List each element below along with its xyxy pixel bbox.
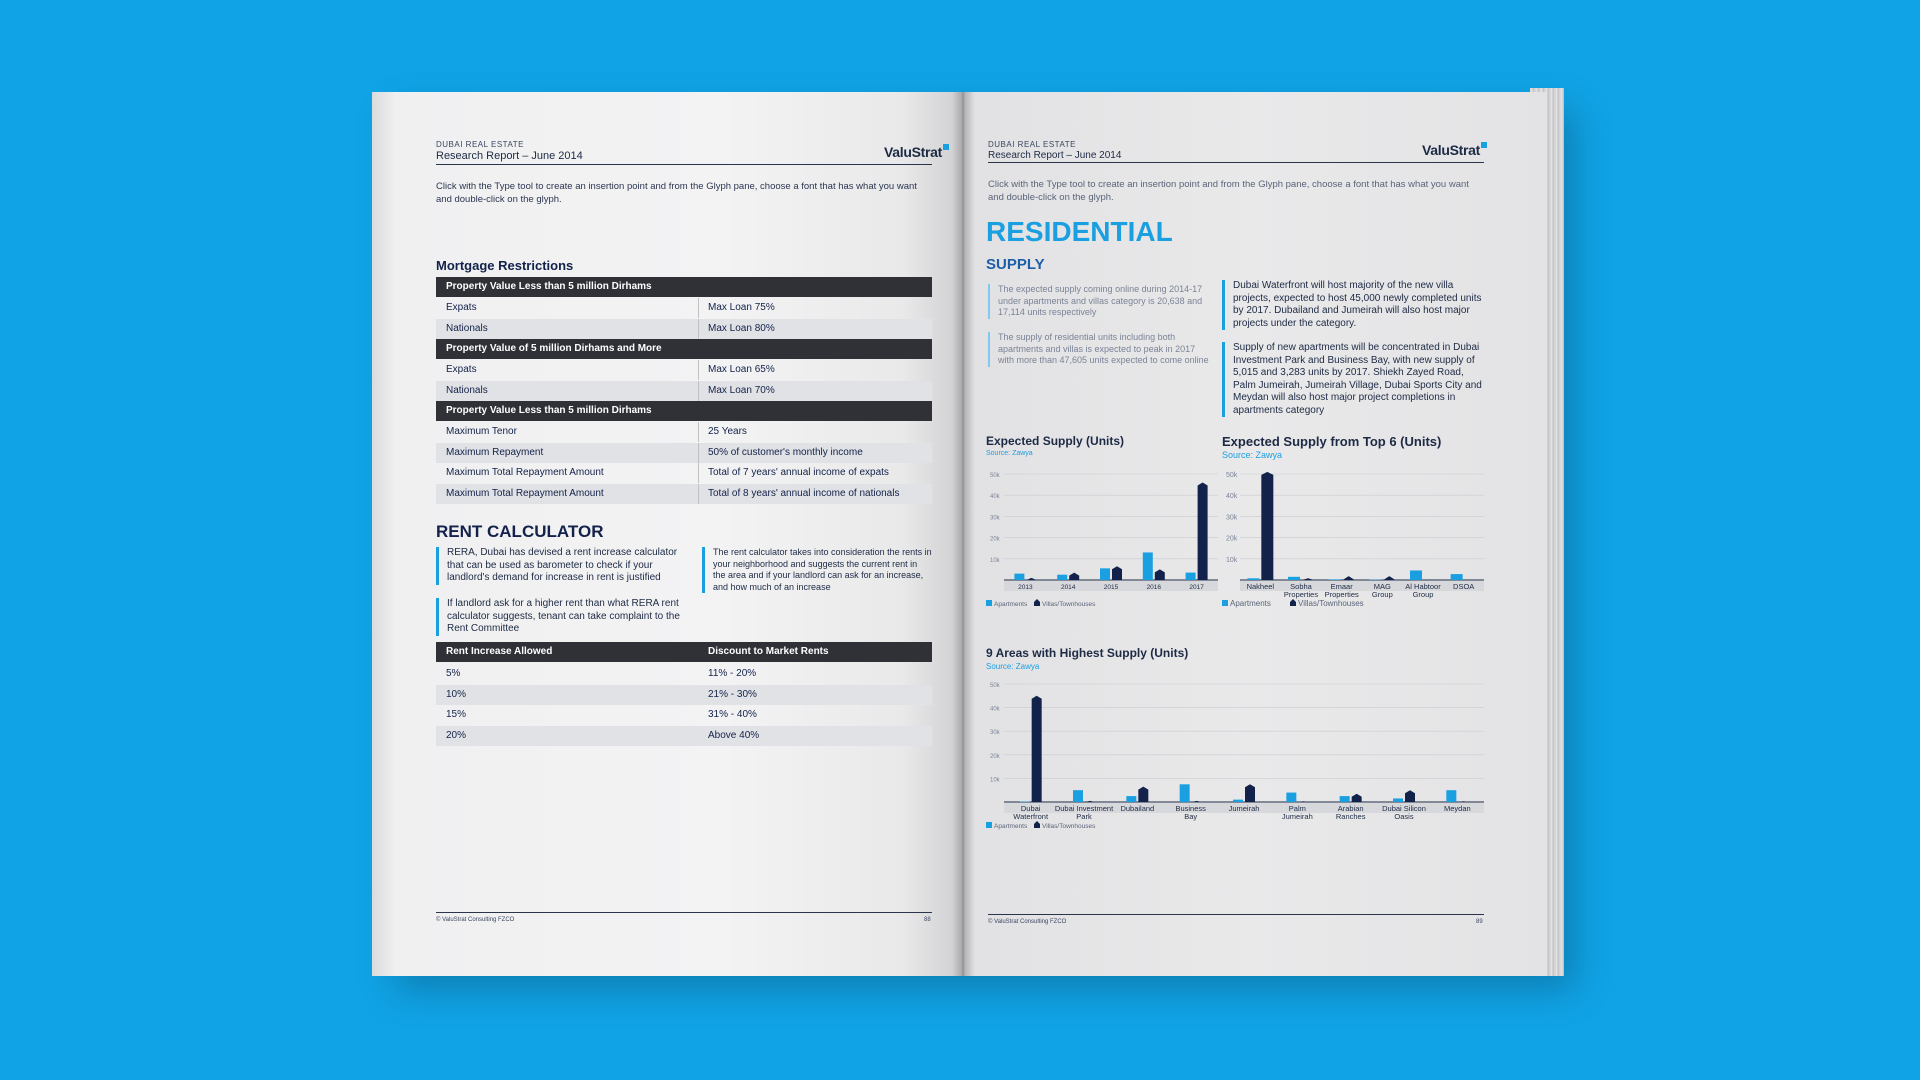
legend-swatch-villas xyxy=(1034,599,1040,606)
header-small: DUBAI REAL ESTATE xyxy=(988,140,1076,149)
table-row xyxy=(436,298,932,318)
column-divider xyxy=(698,319,699,339)
table-row xyxy=(436,463,932,483)
cell-label: Expats xyxy=(446,302,477,313)
legend-label-villas: Villas/Townhouses xyxy=(1042,601,1096,608)
bar-villas xyxy=(1245,784,1255,802)
bar-villas xyxy=(1138,787,1148,802)
y-tick-label: 40k xyxy=(990,494,1000,501)
bar-villas xyxy=(1026,578,1036,580)
y-tick-label: 10k xyxy=(990,557,1000,564)
category-label: Jumeirah xyxy=(1228,804,1260,813)
footer-rule xyxy=(988,914,1484,915)
page-number: 89 xyxy=(1476,919,1483,925)
footer-text: © ValuStrat Consulting FZCO xyxy=(436,917,515,923)
bar-apartments xyxy=(1180,784,1190,802)
bar-villas xyxy=(1383,576,1395,580)
column-divider xyxy=(698,443,699,463)
chart2-svg xyxy=(1218,460,1488,610)
column-divider xyxy=(698,298,699,318)
bar-apartments xyxy=(1057,575,1067,580)
logo-flag-icon xyxy=(1481,142,1487,148)
supply-callout-1: The expected supply coming online during 2014-17 under apartments and villas category is 20,638 and 17,114 units respectively xyxy=(988,284,1210,319)
bar-villas xyxy=(1352,794,1362,802)
y-tick-label: 20k xyxy=(1226,535,1238,543)
chart2-source: Source: Zawya xyxy=(1222,450,1283,460)
cell-value: Total of 7 years' annual income of expats xyxy=(708,467,889,478)
chart3-title: 9 Areas with Highest Supply (Units) xyxy=(986,646,1189,660)
cell-label: Maximum Total Repayment Amount xyxy=(446,467,604,478)
bar-apartments xyxy=(1329,579,1341,580)
bar-apartments xyxy=(1014,574,1024,580)
category-label: Properties xyxy=(1324,590,1359,599)
cell-label: Maximum Repayment xyxy=(446,446,544,458)
supply-callout-2: The supply of residential units including both apartments and villas is expected to peak in 2017 with more than 47,605 units expected to come online xyxy=(988,332,1210,367)
bar-villas xyxy=(1192,801,1202,802)
footer-rule xyxy=(436,912,932,913)
cell-label: Expats xyxy=(446,364,477,375)
right-page xyxy=(962,92,1546,976)
legend-label-apartments: Apartments xyxy=(994,601,1028,608)
bar-villas xyxy=(1069,573,1079,580)
category-label: 2014 xyxy=(1060,584,1076,591)
cell-value: Max Loan 75% xyxy=(708,302,775,313)
category-label: Ranches xyxy=(1335,812,1366,821)
cell-label: 5% xyxy=(446,668,461,679)
table-row xyxy=(436,443,932,463)
legend-swatch-apartments xyxy=(986,822,992,828)
bar-apartments xyxy=(1100,568,1110,580)
supply-callout-3: Dubai Waterfront will host majority of the new villa projects, expected to host 45,000 newly completed units by 2017. Dubailand and Jumeirah will also host major projects under the category. xyxy=(1222,280,1487,330)
category-label: Al Habtoor xyxy=(1405,582,1441,591)
y-tick-label: 50k xyxy=(990,473,1000,479)
cell-label: 10% xyxy=(446,688,467,700)
cell-label: Nationals xyxy=(446,322,488,334)
bar-apartments xyxy=(1247,578,1259,580)
column-divider xyxy=(698,484,699,504)
cell-label: 20% xyxy=(446,729,467,741)
y-tick-label: 30k xyxy=(990,515,1000,522)
bar-apartments xyxy=(1288,577,1300,580)
table-row xyxy=(436,422,932,442)
category-label: 2016 xyxy=(1146,584,1162,591)
y-tick-label: 10k xyxy=(1226,556,1238,564)
x-axis-band xyxy=(1240,581,1484,591)
chart2-title: Expected Supply from Top 6 (Units) xyxy=(1222,434,1442,449)
logo-flag-icon xyxy=(943,144,949,150)
bar-apartments xyxy=(1286,793,1296,802)
bar-apartments xyxy=(1126,796,1136,802)
legend-label-villas: Villas/Townhouses xyxy=(1042,823,1096,830)
bar-villas xyxy=(1302,578,1314,580)
bar-villas xyxy=(1405,790,1415,802)
rent-header-col2: Discount to Market Rents xyxy=(708,646,829,657)
table-row xyxy=(436,705,932,725)
bar-villas xyxy=(1112,566,1122,580)
header-rule xyxy=(988,162,1484,163)
rent-title: RENT CALCULATOR xyxy=(436,522,604,541)
category-label: Meydan xyxy=(1443,804,1471,813)
y-tick-label: 40k xyxy=(1226,493,1238,501)
chart1-svg xyxy=(982,460,1222,610)
category-label: Bay xyxy=(1184,812,1198,821)
cell-value: 50% of customer's monthly income xyxy=(708,446,863,458)
column-divider xyxy=(698,381,699,401)
rent-header-col1: Rent Increase Allowed xyxy=(446,646,553,657)
cell-value: 21% - 30% xyxy=(708,688,757,700)
category-label: Nakheel xyxy=(1246,582,1275,591)
legend-swatch-villas xyxy=(1034,821,1040,828)
column-divider xyxy=(698,463,699,483)
cell-label: 15% xyxy=(446,709,467,720)
table-row xyxy=(436,726,932,746)
left-page xyxy=(372,92,962,976)
bar-villas xyxy=(1198,482,1208,580)
table-row xyxy=(436,360,932,380)
cell-label: Maximum Tenor xyxy=(446,426,517,437)
category-label: Dubailand xyxy=(1120,804,1155,813)
table-row xyxy=(436,381,932,401)
mortgage-group-heading: Property Value of 5 million Dirhams and More xyxy=(436,339,932,359)
rent-callout-3: The rent calculator takes into consideration the rents in your neighborhood and suggests the current rent in the area and if your landlord can ask for an increase, and how much of an increase xyxy=(702,547,932,593)
legend-swatch-villas xyxy=(1290,599,1296,606)
table-row xyxy=(436,664,932,684)
category-label: Dubai Investment xyxy=(1054,804,1114,813)
mortgage-table xyxy=(436,277,932,507)
header-rule xyxy=(436,164,932,165)
rent-table xyxy=(436,642,932,742)
category-label: MAG xyxy=(1373,582,1391,591)
category-label: DSOA xyxy=(1453,582,1475,591)
category-label: Sobha xyxy=(1290,582,1312,591)
legend-swatch-apartments xyxy=(986,600,992,606)
category-label: Dubai xyxy=(1020,804,1041,813)
y-tick-label: 50k xyxy=(1226,472,1238,479)
y-tick-label: 30k xyxy=(990,730,1000,737)
page-number: 88 xyxy=(924,917,931,923)
column-divider xyxy=(698,360,699,380)
bar-villas xyxy=(1343,576,1355,580)
header-title: Research Report – June 2014 xyxy=(988,150,1122,161)
category-label: Oasis xyxy=(1394,812,1414,821)
category-label: Waterfront xyxy=(1013,812,1049,821)
category-label: Group xyxy=(1412,590,1434,599)
cell-value: Total of 8 years' annual income of nationals xyxy=(708,487,900,499)
rent-callout-1: RERA, Dubai has devised a rent increase calculator that can be used as barometer to check if your landlord's demand for increase in rent is justified xyxy=(436,547,686,585)
category-label: Arabian xyxy=(1337,804,1364,813)
category-label: Properties xyxy=(1283,590,1319,599)
y-tick-label: 50k xyxy=(990,683,1000,689)
legend-swatch-apartments xyxy=(1222,600,1228,606)
mortgage-group-heading: Property Value Less than 5 million Dirhams xyxy=(436,401,932,421)
bar-apartments xyxy=(1233,800,1243,802)
category-label: 2017 xyxy=(1189,584,1204,591)
cell-value: Max Loan 70% xyxy=(708,384,775,396)
cell-label: Nationals xyxy=(446,384,488,396)
cell-value: Max Loan 80% xyxy=(708,322,775,334)
mortgage-title: Mortgage Restrictions xyxy=(436,258,574,273)
supply-callout-4: Supply of new apartments will be concentrated in Dubai Investment Park and Business Bay, with new supply of 5,015 and 3,283 units by 2017. Shiekh Zayed Road, Palm Jumeirah, Jumeirah Village, Dubai Sports City and Meydan will also host major project completions in apartments category xyxy=(1222,342,1487,417)
category-label: Jumeirah xyxy=(1281,812,1313,821)
category-label: 2015 xyxy=(1103,584,1119,591)
rent-table-header xyxy=(436,642,932,662)
y-tick-label: 20k xyxy=(990,753,1000,760)
legend-label-apartments: Apartments xyxy=(994,823,1028,830)
bar-apartments xyxy=(1451,574,1463,580)
legend-label-villas: Villas/Townhouses xyxy=(1298,599,1364,608)
chart1-source: Source: Zawya xyxy=(986,450,1033,457)
bar-apartments xyxy=(1410,570,1422,580)
supply-subtitle: SUPPLY xyxy=(986,256,1045,273)
table-row xyxy=(436,484,932,504)
category-label: Business xyxy=(1175,804,1206,813)
bar-villas xyxy=(1261,472,1273,580)
cell-label: Maximum Total Repayment Amount xyxy=(446,487,604,499)
intro-text: Click with the Type tool to create an insertion point and from the Glyph pane, choose a font that has what you want and double-click on the glyph. xyxy=(436,181,917,205)
residential-title: RESIDENTIAL xyxy=(986,216,1173,247)
cell-value: 31% - 40% xyxy=(708,709,757,720)
bar-apartments xyxy=(1393,798,1403,802)
footer-text: © ValuStrat Consulting FZCO xyxy=(988,919,1067,925)
category-label: Group xyxy=(1371,590,1393,599)
y-tick-label: 40k xyxy=(990,706,1000,713)
bar-apartments xyxy=(1186,573,1196,580)
logo: ValuStrat xyxy=(884,144,949,160)
y-tick-label: 10k xyxy=(990,777,1000,784)
cell-value: 11% - 20% xyxy=(708,668,757,679)
y-tick-label: 30k xyxy=(1226,514,1238,522)
bar-villas xyxy=(1085,801,1095,802)
table-row xyxy=(436,319,932,339)
bar-apartments xyxy=(1446,790,1456,802)
mortgage-group-heading: Property Value Less than 5 million Dirhams xyxy=(436,277,932,297)
chart3-source: Source: Zawya xyxy=(986,662,1040,671)
category-label: Palm xyxy=(1288,804,1306,813)
category-label: Park xyxy=(1076,812,1092,821)
rent-callout-2: If landlord ask for a higher rent than what RERA rent calculator suggests, tenant can take complaint to the Rent Committee xyxy=(436,598,686,636)
bar-apartments xyxy=(1143,552,1153,580)
chart1-title: Expected Supply (Units) xyxy=(986,434,1125,448)
logo: ValuStrat xyxy=(1422,142,1487,158)
book-spine xyxy=(952,92,974,976)
bar-villas xyxy=(1032,696,1042,802)
category-label: 2013 xyxy=(1018,584,1033,591)
chart3-svg xyxy=(982,672,1488,832)
header-title: Research Report – June 2014 xyxy=(436,150,583,162)
cell-value: Above 40% xyxy=(708,729,760,741)
bar-apartments xyxy=(1073,790,1083,802)
cell-value: Max Loan 65% xyxy=(708,364,775,375)
y-tick-label: 20k xyxy=(990,536,1000,543)
bar-villas xyxy=(1155,569,1165,580)
bar-apartments xyxy=(1340,796,1350,802)
category-label: Dubai Silicon xyxy=(1382,804,1426,813)
header-small: DUBAI REAL ESTATE xyxy=(436,140,524,149)
category-label: Emaar xyxy=(1330,582,1353,591)
cell-value: 25 Years xyxy=(708,426,747,437)
column-divider xyxy=(698,422,699,442)
table-row xyxy=(436,685,932,705)
intro-text: Click with the Type tool to create an insertion point and from the Glyph pane, choose a font that has what you want and double-click on the glyph. xyxy=(988,179,1469,203)
legend-label-apartments: Apartments xyxy=(1230,599,1271,608)
